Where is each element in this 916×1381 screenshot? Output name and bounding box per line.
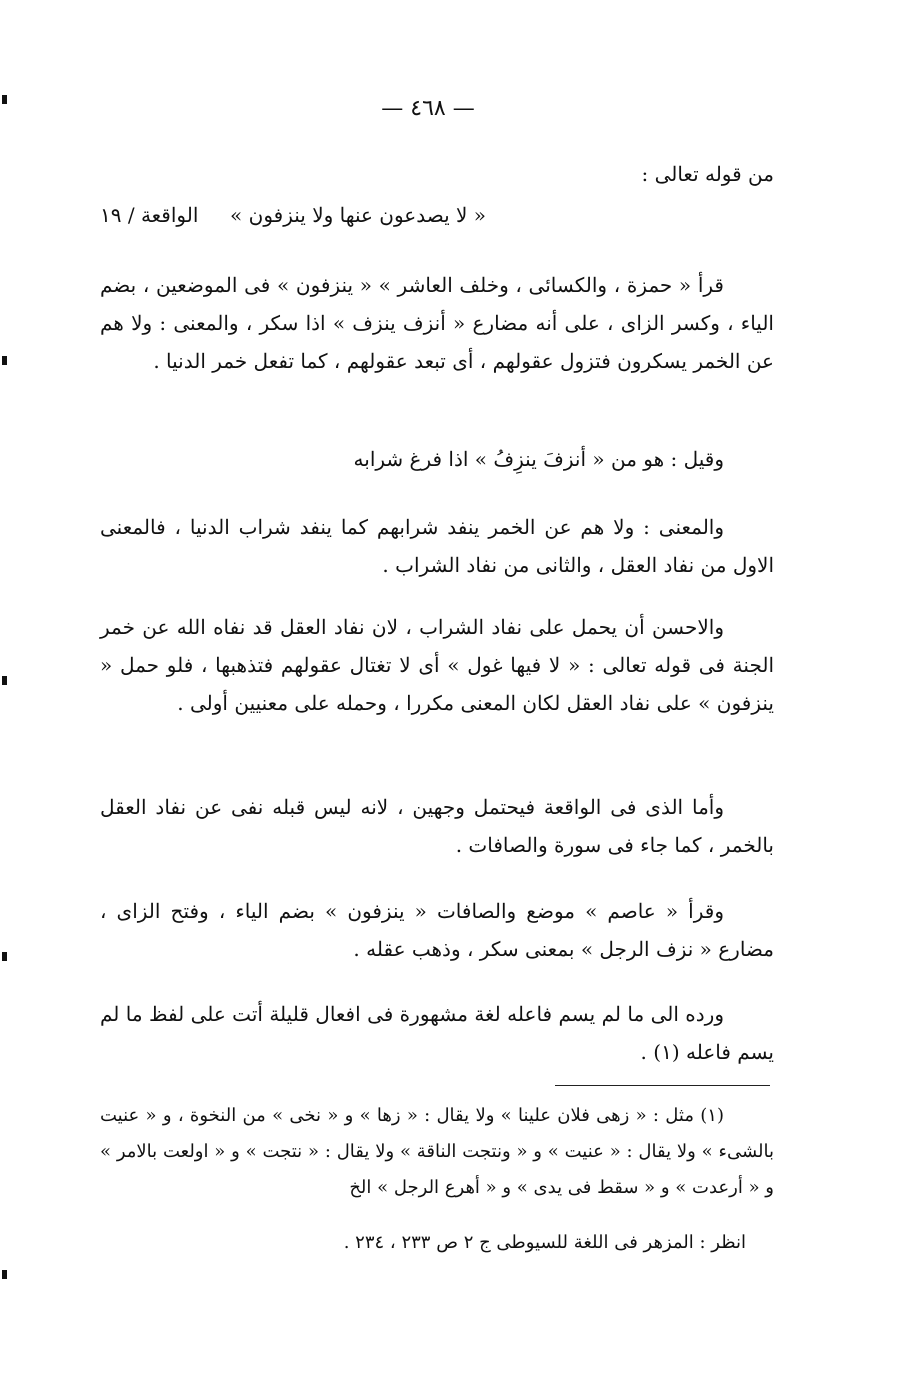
paragraph-meaning: والمعنى : ولا هم عن الخمر ينفد شرابهم كما ينفد شراب الدنيا ، فالمعنى الاول من نفاد العقل ، والثانى من نفاد الشراب .	[100, 515, 774, 577]
footnote: (١) مثل : « زهى فلان علينا » ولا يقال : « زها » و « نخى » من النخوة ، و « عنيت بالشىء » ولا يقال : « عنيت » و « ونتجت الناقة » ولا يقال : « نتجت » و « اولعت بالامر » و « أرعدت » و « سقط فى يدى » و « أهرع الرجل » الخ	[100, 1105, 774, 1198]
scan-edge-mark	[2, 95, 7, 104]
paragraph-passive: ورده الى ما لم يسم فاعله لغة مشهورة فى افعال قليلة أتت على لفظ ما لم يسم فاعله (١) .	[100, 1002, 774, 1064]
paragraph-asim: وقرأ « عاصم » موضع والصافات « ينزفون » بضم الياء ، وفتح الزاى ، مضارع « نزف الرجل » بمعنى سكر ، وذهب عقله .	[100, 899, 774, 961]
scan-edge-mark	[2, 676, 7, 685]
scan-edge-mark	[2, 952, 7, 961]
footnote-divider	[555, 1085, 770, 1086]
quranic-verse	[100, 203, 806, 235]
paragraph-qiraa: قرأ « حمزة ، والكسائى ، وخلف العاشر » « ينزفون » فى الموضعين ، بضم الياء ، وكسر الزاى ، على أنه مضارع « أنزف ينزف » اذا سكر ، والمعنى : ولا هم عن الخمر يسكرون فتزول عقولهم ، أى تبعد عقولهم ، كما تفعل خمر الدنيا .	[100, 273, 774, 373]
intro-line: من قوله تعالى :	[641, 162, 774, 186]
paragraph-waqiah: وأما الذى فى الواقعة فيحتمل وجهين ، لانه ليس قبله نفى عن نفاد العقل بالخمر ، كما جاء فى سورة والصافات .	[100, 795, 774, 857]
scan-edge-mark	[2, 356, 7, 365]
verse-text: « لا يصدعون عنها ولا ينزفون »	[230, 203, 486, 227]
verse-reference: الواقعة / ١٩	[100, 203, 199, 227]
footnote-source: انظر : المزهر فى اللغة للسيوطى ج ٢ ص ٢٣٣ ، ٢٣٤ .	[343, 1232, 746, 1253]
page-number: — ٤٦٨ —	[381, 96, 475, 121]
scan-edge-mark	[2, 1270, 7, 1279]
paragraph-qila: وقيل : هو من « أنزفَ ينزِفُ » اذا فرغ شرابه	[353, 447, 724, 471]
paragraph-preference: والاحسن أن يحمل على نفاد الشراب ، لان نفاد العقل قد نفاه الله عن خمر الجنة فى قوله تعالى : « لا فيها غول » أى لا تغتال عقولهم فتذهبها ، فلو حمل « ينزفون » على نفاد العقل لكان المعنى مكررا ، وحمله على معنيين أولى .	[100, 615, 774, 715]
